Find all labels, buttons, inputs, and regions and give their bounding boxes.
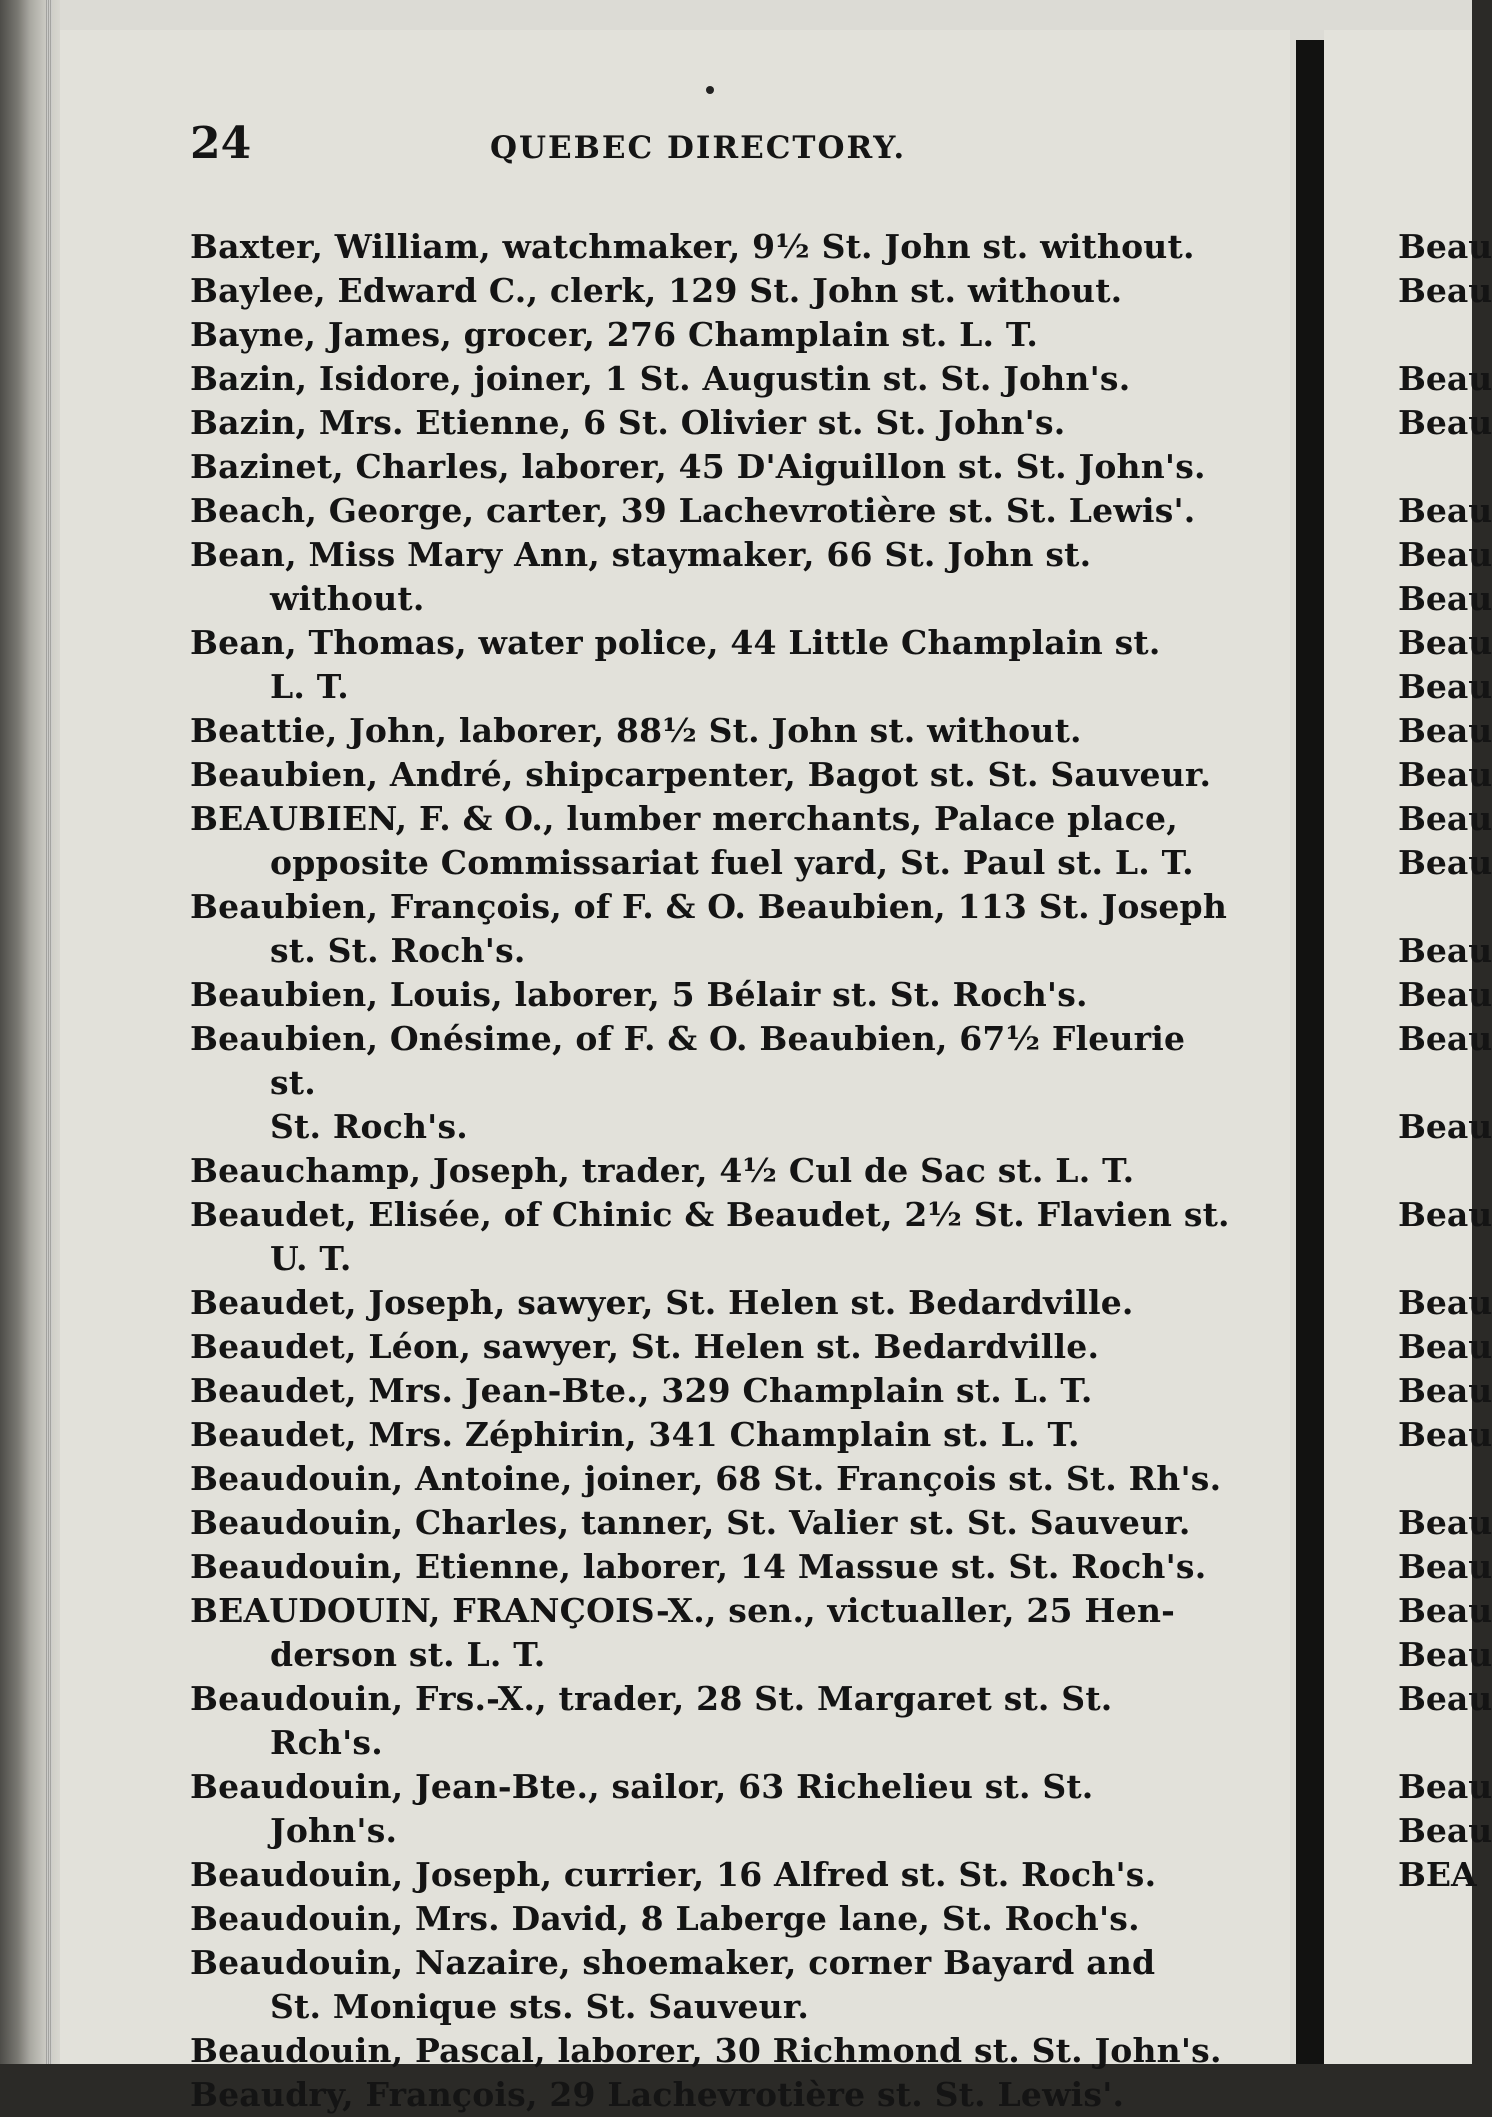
right-page-entry-stub: Beau	[1398, 1195, 1492, 1234]
entry-text: Beaudet, Joseph, sawyer, St. Helen st. Bedardville.	[190, 1283, 1134, 1322]
directory-entry	[190, 1413, 1230, 1457]
right-page-entry-stub: Beau	[1398, 535, 1492, 574]
right-page-entry-stub: Beau	[1398, 667, 1492, 706]
directory-entry	[190, 2073, 1230, 2117]
directory-entry	[190, 445, 1230, 489]
entry-text: Bean, Miss Mary Ann, staymaker, 66 St. John st. without.	[190, 535, 1092, 618]
entry-text: Beaudet, Léon, sawyer, St. Helen st. Bedardville.	[190, 1327, 1100, 1366]
right-page-entry-stub: Beau	[1398, 1679, 1492, 1718]
directory-entry	[190, 1193, 1230, 1281]
entry-continuation: St. Monique sts. St. Sauveur.	[270, 1987, 810, 2026]
right-page-entry-stub: Beau	[1398, 227, 1492, 266]
page-header	[190, 118, 1240, 178]
right-page-entry-stub: Beau	[1398, 1327, 1492, 1366]
entry-text: Beaubien, François, of F. & O. Beaubien, 113 St. Joseph	[190, 887, 1228, 926]
directory-entries	[190, 225, 1230, 2117]
directory-entry	[190, 2029, 1230, 2073]
entry-continuation: St. Roch's.	[270, 1107, 468, 1146]
entry-text: Bazin, Mrs. Etienne, 6 St. Olivier st. St. John's.	[190, 403, 1066, 442]
entry-text: Beaudet, Elisée, of Chinic & Beaudet, 2½ St. Flavien st.	[190, 1195, 1230, 1234]
directory-entry	[190, 401, 1230, 445]
ink-dot	[706, 86, 714, 94]
entry-continuation: st. St. Roch's.	[270, 931, 526, 970]
entry-text: Baylee, Edward C., clerk, 129 St. John st. without.	[190, 271, 1123, 310]
page-number: 24	[190, 118, 252, 169]
directory-entry	[190, 885, 1230, 973]
right-page-column	[1398, 225, 1492, 1897]
directory-entry	[190, 1765, 1230, 1853]
directory-entry	[190, 269, 1230, 313]
right-page-entry-stub	[1398, 1721, 1472, 1765]
right-page-entry-stub	[1398, 313, 1472, 357]
right-page-entry-stub: Beau	[1398, 799, 1492, 838]
directory-entry	[190, 1149, 1230, 1193]
entry-continuation: derson st. L. T.	[270, 1635, 546, 1674]
entry-text: Beaudouin, Mrs. David, 8 Laberge lane, St. Roch's.	[190, 1899, 1140, 1938]
directory-entry	[190, 533, 1230, 621]
entry-text: Beaudet, Mrs. Jean-Bte., 329 Champlain st. L. T.	[190, 1371, 1093, 1410]
right-page-entry-stub: BEA	[1398, 1855, 1477, 1894]
directory-entry	[190, 313, 1230, 357]
entry-text: Beaudouin, Joseph, currier, 16 Alfred st. St. Roch's.	[190, 1855, 1157, 1894]
directory-entry	[190, 1589, 1230, 1677]
entry-text: Beaudry, François, 29 Lachevrotière st. St. Lewis'.	[190, 2075, 1125, 2114]
right-page-entry-stub: Beau	[1398, 1547, 1492, 1586]
directory-entry	[190, 1369, 1230, 1413]
right-page-entry-stub: Beau	[1398, 975, 1492, 1014]
right-page-entry-stub	[1398, 1149, 1472, 1193]
right-page-entry-stub	[1398, 445, 1472, 489]
right-page-entry-stub: Beau	[1398, 1107, 1492, 1146]
right-page-entry-stub: Beau	[1398, 403, 1492, 442]
entry-text: BEAUDOUIN, FRANÇOIS-X., sen., victualler, 25 Hen-	[190, 1591, 1176, 1630]
directory-entry	[190, 973, 1230, 1017]
right-page-entry-stub: Beau	[1398, 1019, 1492, 1058]
entry-text: Bayne, James, grocer, 276 Champlain st. L. T.	[190, 315, 1039, 354]
right-page-entry-stub: Beau	[1398, 271, 1492, 310]
right-page-entry-stub: Beau	[1398, 1591, 1492, 1630]
directory-entry	[190, 1853, 1230, 1897]
running-head: QUEBEC DIRECTORY.	[490, 130, 907, 166]
right-page-entry-stub	[1398, 1237, 1472, 1281]
directory-entry	[190, 225, 1230, 269]
entry-continuation: U. T.	[270, 1239, 352, 1278]
directory-entry	[190, 1501, 1230, 1545]
directory-entry	[190, 753, 1230, 797]
entry-text: Beaudouin, Pascal, laborer, 30 Richmond st. St. John's.	[190, 2031, 1222, 2070]
entry-text: Beaudouin, Nazaire, shoemaker, corner Bayard and	[190, 1943, 1156, 1982]
entry-text: BEAUBIEN, F. & O., lumber merchants, Palace place,	[190, 799, 1178, 838]
page-edges	[46, 0, 52, 2064]
entry-text: Beaudouin, Etienne, laborer, 14 Massue st. St. Roch's.	[190, 1547, 1207, 1586]
directory-entry	[190, 489, 1230, 533]
right-page-entry-stub	[1398, 1061, 1472, 1105]
entry-text: Beaubien, Onésime, of F. & O. Beaubien, 67½ Fleurie st.	[190, 1019, 1186, 1102]
directory-entry	[190, 357, 1230, 401]
right-page-entry-stub: Beau	[1398, 1635, 1492, 1674]
gutter-shadow	[1296, 40, 1324, 2064]
entry-continuation: L. T.	[270, 667, 349, 706]
right-page-entry-stub: Beau	[1398, 843, 1492, 882]
right-page-entry-stub: Beau	[1398, 1371, 1492, 1410]
entry-text: Beaudet, Mrs. Zéphirin, 341 Champlain st. L. T.	[190, 1415, 1080, 1454]
entry-text: Bean, Thomas, water police, 44 Little Champlain st.	[190, 623, 1161, 662]
right-page-entry-stub: Beau	[1398, 711, 1492, 750]
entry-text: Beaubien, André, shipcarpenter, Bagot st. St. Sauveur.	[190, 755, 1212, 794]
entry-text: Beaudouin, Charles, tanner, St. Valier st. St. Sauveur.	[190, 1503, 1191, 1542]
right-page-entry-stub: Beau	[1398, 931, 1492, 970]
right-page-entry-stub: Beau	[1398, 491, 1492, 530]
directory-entry	[190, 709, 1230, 753]
entry-text: Baxter, William, watchmaker, 9½ St. John st. without.	[190, 227, 1195, 266]
entry-text: Beaudouin, Frs.-X., trader, 28 St. Margaret st. St. Rch's.	[190, 1679, 1113, 1762]
right-page-entry-stub	[1398, 1457, 1472, 1501]
entry-text: Beaubien, Louis, laborer, 5 Bélair st. St. Roch's.	[190, 975, 1088, 1014]
right-page-entry-stub: Beau	[1398, 1283, 1492, 1322]
entry-text: Bazin, Isidore, joiner, 1 St. Augustin st. St. John's.	[190, 359, 1131, 398]
directory-entry	[190, 1325, 1230, 1369]
entry-text: Beattie, John, laborer, 88½ St. John st. without.	[190, 711, 1082, 750]
directory-entry	[190, 1677, 1230, 1765]
directory-entry	[190, 621, 1230, 709]
entry-text: Beaudouin, Jean-Bte., sailor, 63 Richelieu st. St. John's.	[190, 1767, 1094, 1850]
directory-entry	[190, 1281, 1230, 1325]
entry-continuation: opposite Commissariat fuel yard, St. Paul st. L. T.	[270, 843, 1194, 882]
right-page-entry-stub: Beau	[1398, 755, 1492, 794]
entry-text: Beauchamp, Joseph, trader, 4½ Cul de Sac st. L. T.	[190, 1151, 1135, 1190]
directory-entry	[190, 1457, 1230, 1501]
right-page-entry-stub: Beau	[1398, 579, 1492, 618]
right-page-entry-stub: Beau	[1398, 1811, 1492, 1850]
directory-entry	[190, 1897, 1230, 1941]
entry-text: Beach, George, carter, 39 Lachevrotière st. St. Lewis'.	[190, 491, 1196, 530]
entry-text: Bazinet, Charles, laborer, 45 D'Aiguillon st. St. John's.	[190, 447, 1206, 486]
directory-entry	[190, 1941, 1230, 2029]
right-page-entry-stub: Beau	[1398, 623, 1492, 662]
entry-text: Beaudouin, Antoine, joiner, 68 St. François st. St. Rh's.	[190, 1459, 1222, 1498]
directory-entry	[190, 1017, 1230, 1149]
right-page-entry-stub: Beau	[1398, 1415, 1492, 1454]
directory-entry	[190, 1545, 1230, 1589]
right-page-entry-stub: Beau	[1398, 359, 1492, 398]
right-page-entry-stub	[1398, 885, 1472, 929]
directory-entry	[190, 797, 1230, 885]
right-page-entry-stub: Beau	[1398, 1503, 1492, 1542]
right-page-entry-stub: Beau	[1398, 1767, 1492, 1806]
